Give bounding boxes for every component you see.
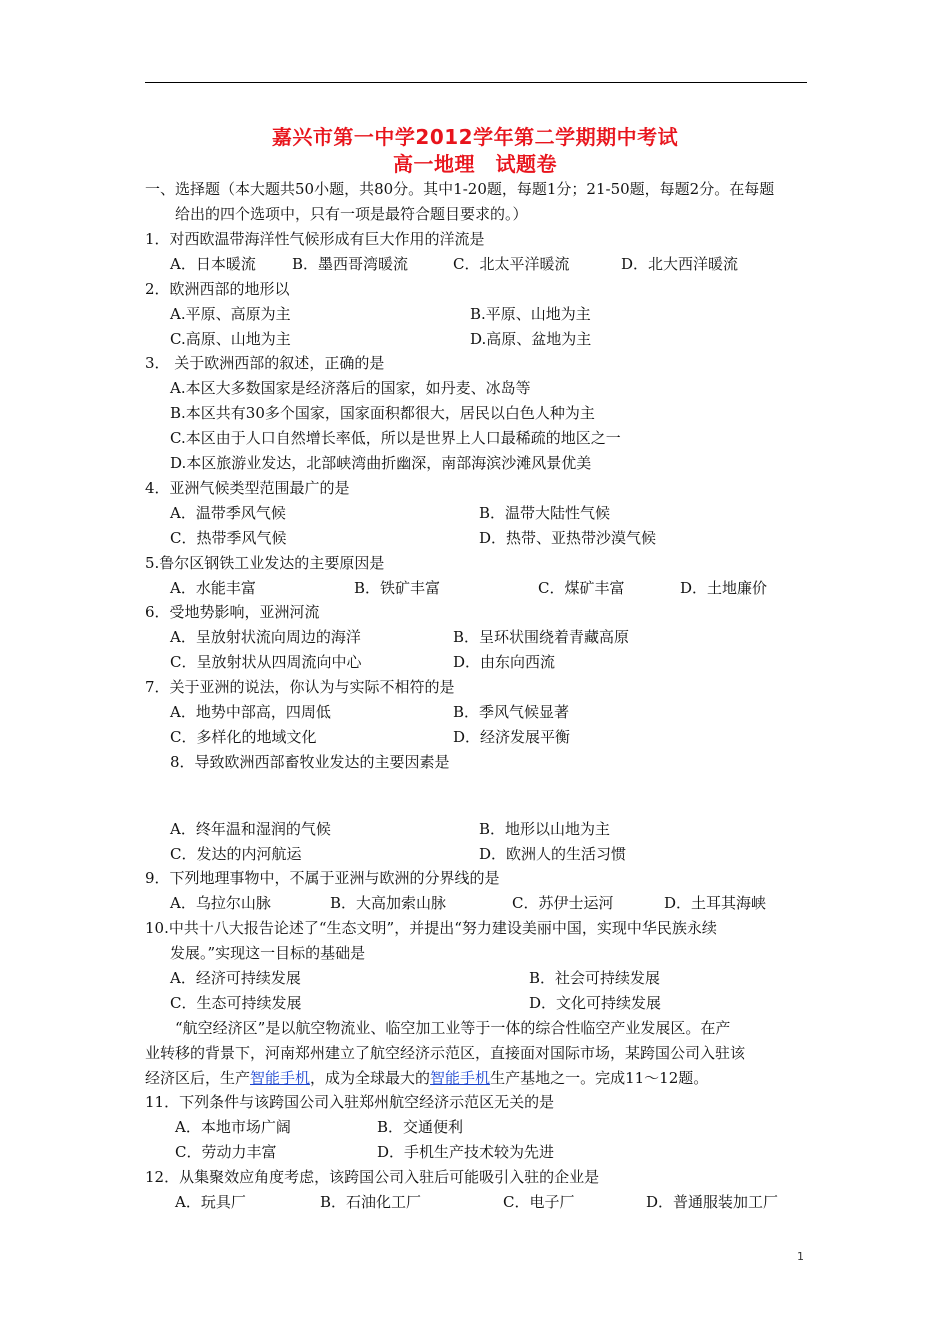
option: B．季风气候显著 — [453, 703, 570, 721]
option: B．交通便利 — [377, 1118, 464, 1136]
passage-line: 业转移的背景下，河南郑州建立了航空经济示范区，直接面对国际市场，某跨国公司入驻该 — [145, 1044, 746, 1062]
smartphone-link[interactable]: 智能手机 — [250, 1069, 311, 1087]
option: D．欧洲人的生活习惯 — [479, 845, 627, 863]
passage-text: ，成为全球最大的 — [310, 1069, 431, 1087]
question-stem: 1．对西欧温带海洋性气候形成有巨大作用的洋流是 — [145, 230, 485, 248]
option: D．手机生产技术较为先进 — [377, 1143, 555, 1161]
question-stem: 8．导致欧洲西部畜牧业发达的主要因素是 — [170, 753, 450, 771]
section-intro-line1: 一、选择题（本大题共50小题，共80分。其中1-20题，每题1分；21-50题，每题2分。在每题 — [145, 180, 775, 198]
option: B．呈环状围绕着青藏高原 — [453, 628, 630, 646]
option: C.本区由于人口自然增长率低，所以是世界上人口最稀疏的地区之一 — [170, 429, 621, 447]
section-intro-line2: 给出的四个选项中，只有一项是最符合题目要求的。） — [175, 205, 528, 223]
option: D.本区旅游业发达，北部峡湾曲折幽深，南部海滨沙滩风景优美 — [170, 454, 592, 472]
option: A．经济可持续发展 — [170, 969, 301, 987]
question-stem: 11．下列条件与该跨国公司入驻郑州航空经济示范区无关的是 — [145, 1093, 555, 1111]
option: D．热带、亚热带沙漠气候 — [479, 529, 657, 547]
option: C．苏伊士运河 — [512, 894, 614, 912]
option: C．热带季风气候 — [170, 529, 287, 547]
option: C．呈放射状从四周流向中心 — [170, 653, 362, 671]
option: C．劳动力丰富 — [175, 1143, 277, 1161]
page-number: 1 — [797, 1250, 804, 1263]
question-stem: 2．欧洲西部的地形以 — [145, 280, 290, 298]
option: A．终年温和湿润的气候 — [170, 820, 331, 838]
option: B．地形以山地为主 — [479, 820, 611, 838]
question-stem: 7．关于亚洲的说法，你认为与实际不相符的是 — [145, 678, 455, 696]
smartphone-link[interactable]: 智能手机 — [430, 1069, 491, 1087]
question-stem: 12．从集聚效应角度考虑，该跨国公司入驻后可能吸引入驻的企业是 — [145, 1168, 600, 1186]
option: B.本区共有30多个国家，国家面积都很大，居民以白色人种为主 — [170, 404, 595, 422]
option: B．墨西哥湾暖流 — [292, 255, 409, 273]
option: A．本地市场广阔 — [175, 1118, 291, 1136]
option: C．生态可持续发展 — [170, 994, 302, 1012]
question-stem: 4．亚洲气候类型范围最广的是 — [145, 479, 350, 497]
question-stem-cont: 发展。”实现这一目标的基础是 — [170, 944, 366, 962]
option: A．日本暖流 — [170, 255, 256, 273]
question-stem: 5.鲁尔区钢铁工业发达的主要原因是 — [145, 554, 385, 572]
option: B．社会可持续发展 — [529, 969, 661, 987]
option: D.高原、盆地为主 — [470, 330, 592, 348]
option: D．土地廉价 — [680, 579, 768, 597]
option: A．玩具厂 — [175, 1193, 246, 1211]
option: C.高原、山地为主 — [170, 330, 291, 348]
option: C．发达的内河航运 — [170, 845, 302, 863]
exam-title: 嘉兴市第一中学2012学年第二学期期中考试 — [271, 125, 679, 149]
option: B．铁矿丰富 — [354, 579, 441, 597]
option: C．北太平洋暖流 — [453, 255, 570, 273]
option: A．温带季风气候 — [170, 504, 286, 522]
option: A.平原、高原为主 — [170, 305, 291, 323]
question-stem: 6．受地势影响，亚洲河流 — [145, 603, 320, 621]
option: D．由东向西流 — [453, 653, 556, 671]
passage-line — [145, 1068, 708, 1088]
option: B．大高加索山脉 — [330, 894, 447, 912]
option: C．煤矿丰富 — [538, 579, 625, 597]
question-stem: 10.中共十八大报告论述了“生态文明”，并提出“努力建设美丽中国，实现中华民族永续 — [145, 919, 717, 937]
option: D．经济发展平衡 — [453, 728, 571, 746]
option: D．北大西洋暖流 — [621, 255, 739, 273]
passage-text: 生产基地之一。完成11～12题。 — [490, 1069, 709, 1087]
option: D．土耳其海峡 — [664, 894, 767, 912]
question-stem: 9．下列地理事物中，不属于亚洲与欧洲的分界线的是 — [145, 869, 500, 887]
passage-text: 经济区后，生产 — [145, 1069, 251, 1087]
option: C．多样化的地域文化 — [170, 728, 317, 746]
option: A.本区大多数国家是经济落后的国家，如丹麦、冰岛等 — [170, 379, 531, 397]
option: B．温带大陆性气候 — [479, 504, 611, 522]
option: D．普通服装加工厂 — [646, 1193, 779, 1211]
option: B.平原、山地为主 — [470, 305, 591, 323]
option: C．电子厂 — [503, 1193, 575, 1211]
option: D．文化可持续发展 — [529, 994, 662, 1012]
option: B．石油化工厂 — [320, 1193, 422, 1211]
option: A．呈放射状流向周边的海洋 — [170, 628, 361, 646]
exam-subtitle: 高一地理 试题卷 — [393, 152, 557, 176]
question-stem: 3． 关于欧洲西部的叙述，正确的是 — [145, 354, 385, 372]
passage-line: “航空经济区”是以航空物流业、临空加工业等于一体的综合性临空产业发展区。在产 — [175, 1019, 731, 1037]
option: A．水能丰富 — [170, 579, 256, 597]
header-rule — [145, 82, 807, 83]
option: A．乌拉尔山脉 — [170, 894, 271, 912]
option: A．地势中部高，四周低 — [170, 703, 331, 721]
